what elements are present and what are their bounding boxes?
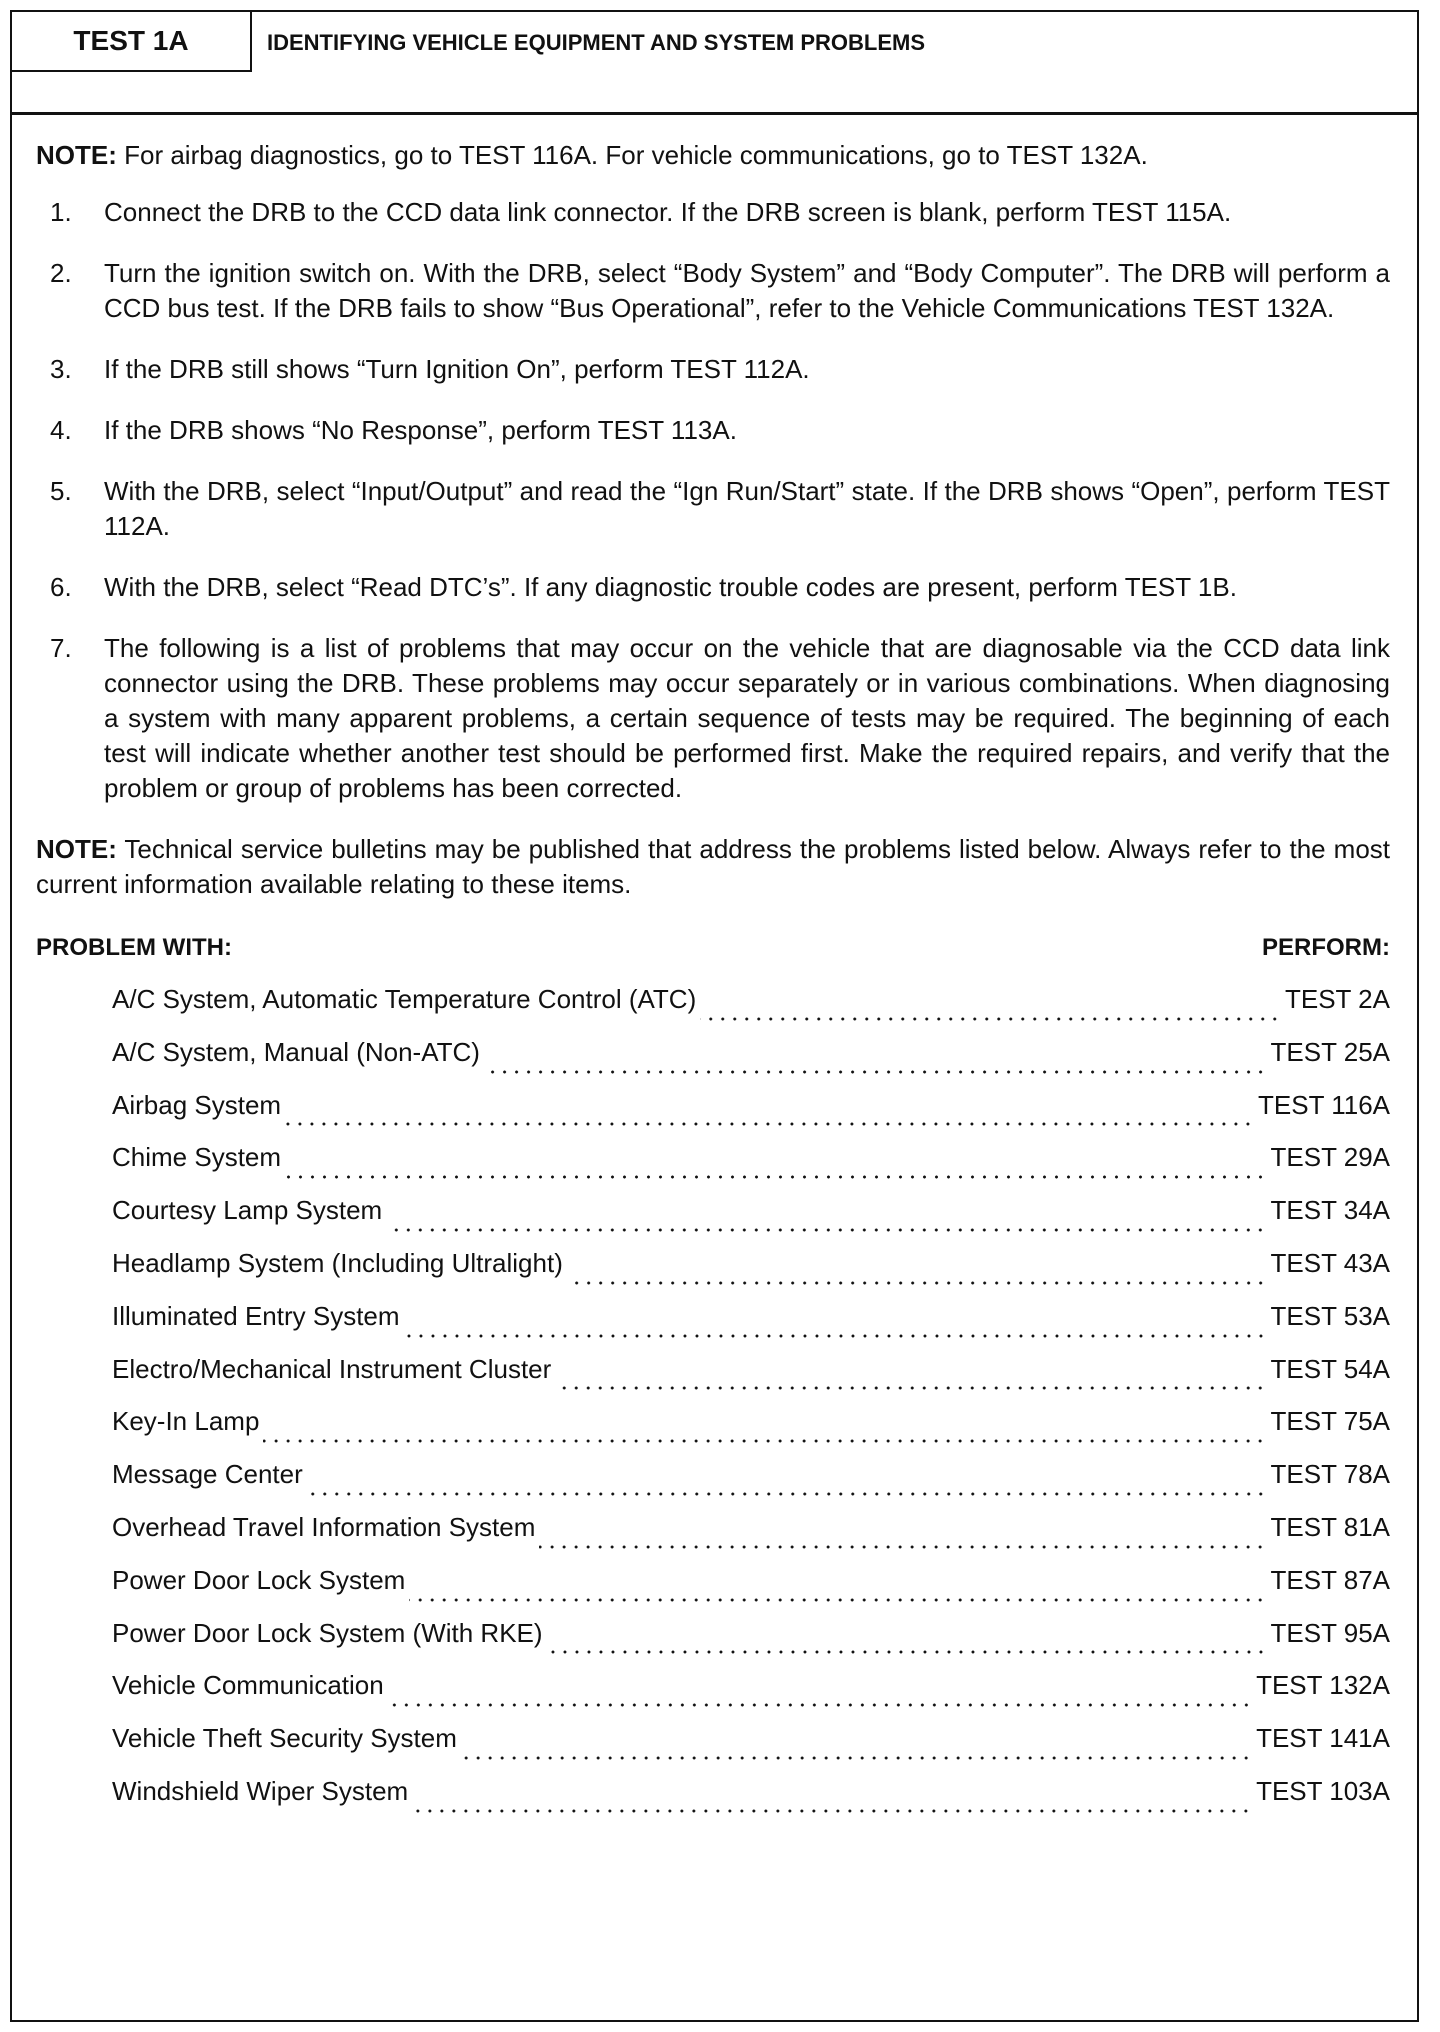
problem-name: Message Center	[112, 1459, 303, 1490]
step-number: 2.	[50, 258, 72, 288]
perform-test: TEST 78A	[1270, 1459, 1390, 1490]
perform-test: TEST 75A	[1270, 1406, 1390, 1437]
note-label: NOTE:	[36, 834, 117, 864]
dot-leader	[461, 1756, 1252, 1760]
step-item	[36, 413, 1390, 448]
problem-name: Courtesy Lamp System	[112, 1195, 383, 1226]
dot-leader	[547, 1650, 1267, 1654]
step-text: Turn the ignition switch on. With the DRB, select “Body System” and “Body Computer”. The DRB will perform a CCD bus test. If the DRB fails to show “Bus Operational”, refer to the Vehicle Communications TEST 132A.	[104, 258, 1390, 323]
step-number: 5.	[50, 476, 72, 506]
dot-leader	[567, 1281, 1267, 1285]
problem-name: A/C System, Automatic Temperature Control (ATC)	[112, 984, 697, 1014]
dot-leader	[388, 1703, 1252, 1707]
step-item	[36, 570, 1390, 605]
perform-test: TEST 43A	[1270, 1247, 1390, 1278]
step-item	[36, 195, 1390, 230]
dot-leader	[555, 1386, 1266, 1390]
perform-test: TEST 103A	[1256, 1775, 1390, 1806]
dot-leader	[412, 1809, 1252, 1813]
problem-name: Chime System	[112, 1142, 282, 1173]
dot-leader	[404, 1334, 1267, 1338]
dot-leader	[700, 1017, 1281, 1021]
table-row	[112, 1774, 1390, 1827]
perform-test: TEST 29A	[1270, 1142, 1390, 1173]
step-list	[36, 195, 1390, 806]
header	[12, 12, 1417, 115]
step-number: 6.	[50, 572, 72, 602]
problem-table	[36, 982, 1390, 1827]
dot-leader	[386, 1228, 1266, 1232]
table-row	[112, 1457, 1390, 1510]
problem-name: Overhead Travel Information System	[112, 1511, 536, 1542]
table-row	[112, 1404, 1390, 1457]
step-number: 3.	[50, 354, 72, 384]
note-text: Technical service bulletins may be published that address the problems listed below. Always refer to the most current information available relating to these items.	[36, 834, 1390, 899]
step-number: 1.	[50, 197, 72, 227]
step-text: With the DRB, select “Input/Output” and read the “Ign Run/Start” state. If the DRB shows “Open”, perform TEST 112A.	[104, 476, 1390, 541]
note-text: For airbag diagnostics, go to TEST 116A. For vehicle communications, go to TEST 132A.	[116, 140, 1148, 170]
perform-test: TEST 81A	[1270, 1511, 1390, 1542]
table-row	[112, 1246, 1390, 1299]
note-airbag	[36, 138, 1390, 173]
table-row	[112, 1563, 1390, 1616]
test-id: TEST 1A	[12, 12, 252, 72]
problem-name: A/C System, Manual (Non-ATC)	[112, 1036, 480, 1067]
table-row	[112, 1193, 1390, 1246]
dot-leader	[285, 1122, 1254, 1126]
step-number: 7.	[50, 633, 72, 663]
problem-name: Vehicle Theft Security System	[112, 1723, 457, 1754]
step-text: If the DRB still shows “Turn Ignition On”, perform TEST 112A.	[104, 354, 810, 384]
step-item	[36, 352, 1390, 387]
table-row	[112, 1616, 1390, 1669]
perform-test: TEST 87A	[1270, 1564, 1390, 1595]
table-row	[112, 1299, 1390, 1352]
page-title: IDENTIFYING VEHICLE EQUIPMENT AND SYSTEM PROBLEMS	[267, 30, 926, 55]
problem-name: Power Door Lock System (With RKE)	[112, 1617, 543, 1648]
dot-leader	[285, 1175, 1266, 1179]
perform-test: TEST 95A	[1270, 1617, 1390, 1648]
problem-table-header	[36, 930, 1390, 965]
step-item	[36, 631, 1390, 806]
problem-name: Electro/Mechanical Instrument Cluster	[112, 1353, 552, 1384]
dot-leader	[409, 1598, 1266, 1602]
step-item	[36, 256, 1390, 326]
table-row	[112, 1140, 1390, 1193]
perform-test: TEST 34A	[1270, 1195, 1390, 1226]
table-row	[112, 1088, 1390, 1141]
perform-test: TEST 141A	[1256, 1723, 1390, 1754]
table-row	[112, 1721, 1390, 1774]
column-problem: PROBLEM WITH:	[36, 934, 232, 961]
perform-test: TEST 53A	[1270, 1300, 1390, 1331]
note-bulletins	[36, 832, 1390, 902]
dot-leader	[263, 1439, 1266, 1443]
problem-name: Power Door Lock System	[112, 1564, 406, 1595]
table-row	[112, 1510, 1390, 1563]
problem-name: Windshield Wiper System	[112, 1775, 409, 1806]
content	[36, 138, 1390, 1827]
problem-name: Headlamp System (Including Ultralight)	[112, 1247, 563, 1278]
step-text: If the DRB shows “No Response”, perform TEST 113A.	[104, 415, 737, 445]
step-item	[36, 474, 1390, 544]
table-row	[112, 1668, 1390, 1721]
problem-name: Key-In Lamp	[112, 1406, 260, 1437]
dot-leader	[539, 1545, 1266, 1549]
table-row	[112, 982, 1390, 1035]
step-text: With the DRB, select “Read DTC’s”. If any diagnostic trouble codes are present, perform TEST 1B.	[104, 572, 1237, 602]
problem-name: Vehicle Communication	[112, 1670, 384, 1701]
dot-leader	[484, 1070, 1267, 1074]
perform-test: TEST 116A	[1258, 1089, 1390, 1120]
perform-test: TEST 25A	[1270, 1036, 1390, 1067]
perform-test: TEST 2A	[1284, 984, 1390, 1014]
note-label: NOTE:	[36, 140, 117, 170]
perform-test: TEST 132A	[1256, 1670, 1390, 1701]
problem-name: Airbag System	[112, 1089, 282, 1120]
problem-name: Illuminated Entry System	[112, 1300, 400, 1331]
step-text: The following is a list of problems that may occur on the vehicle that are diagnosable via the CCD data link connector using the DRB. These problems may occur separately or in various combinations. When diagnosing a system with many apparent problems, a certain sequence of tests may be required. The beginning of each test will indicate whether another test should be performed first. Make the required repairs, and verify that the problem or group of problems has been corrected.	[104, 633, 1390, 803]
table-row	[112, 1352, 1390, 1405]
column-perform: PERFORM:	[1262, 934, 1390, 961]
table-row	[112, 1035, 1390, 1088]
dot-leader	[307, 1492, 1267, 1496]
step-text: Connect the DRB to the CCD data link connector. If the DRB screen is blank, perform TEST 115A.	[104, 197, 1232, 227]
step-number: 4.	[50, 415, 72, 445]
perform-test: TEST 54A	[1270, 1353, 1390, 1384]
